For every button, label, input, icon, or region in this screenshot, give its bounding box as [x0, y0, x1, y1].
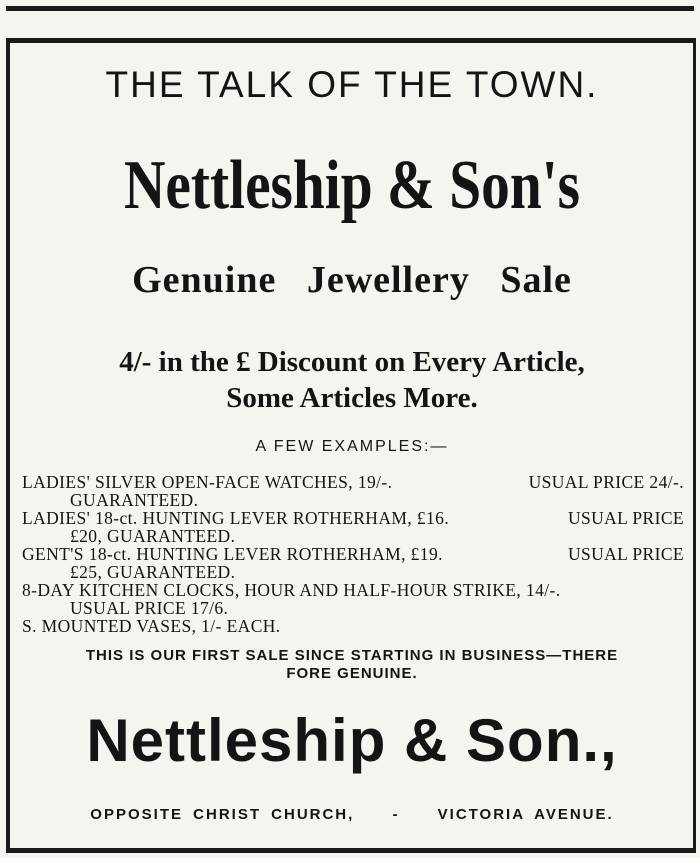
item-continuation: £25, GUARANTEED. — [70, 561, 236, 582]
list-item — [22, 618, 684, 636]
address-separator: - — [392, 806, 400, 823]
list-item — [22, 546, 684, 581]
item-usual-price: USUAL PRICE 24/-. — [528, 472, 684, 492]
firm-name-footer: Nettleship & Son., — [86, 707, 618, 774]
first-sale-line-1: THIS IS OUR FIRST SALE SINCE STARTING IN BUSINESS—THERE — [85, 647, 619, 664]
item-description: 8-DAY KITCHEN CLOCKS, HOUR AND HALF-HOUR STRIKE, 14/-. — [22, 580, 561, 600]
address-left: OPPOSITE CHRIST CHURCH, — [90, 806, 355, 823]
headline: THE TALK OF THE TOWN. — [105, 64, 599, 105]
discount-line-2: Some Articles More. — [226, 382, 478, 414]
discount-line-1: 4/- in the £ Discount on Every Article, — [119, 346, 585, 378]
item-description: LADIES' SILVER OPEN-FACE WATCHES, 19/-. — [22, 472, 393, 492]
first-sale-line-2: FORE GENUINE. — [286, 665, 418, 682]
sale-title: Genuine Jewellery Sale — [132, 259, 572, 301]
examples-list — [22, 474, 684, 637]
item-continuation: GUARANTEED. — [70, 489, 199, 510]
first-sale-notice — [18, 647, 686, 683]
address — [18, 806, 686, 823]
frame-right-rule — [693, 38, 696, 853]
item-usual-price: USUAL PRICE — [567, 508, 684, 528]
examples-heading: A FEW EXAMPLES:— — [255, 438, 449, 455]
item-continuation: £20, GUARANTEED. — [70, 525, 236, 546]
list-item — [22, 474, 684, 509]
item-usual-price: USUAL PRICE — [567, 544, 684, 564]
item-description: GENT'S 18-ct. HUNTING LEVER ROTHERHAM, £19. — [22, 544, 443, 564]
item-description: S. MOUNTED VASES, 1/- EACH. — [22, 616, 281, 636]
address-right: VICTORIA AVENUE. — [437, 806, 614, 823]
discount-notice — [18, 344, 686, 416]
frame-bottom-rule — [6, 848, 694, 853]
item-continuation: USUAL PRICE 17/6. — [70, 597, 229, 618]
list-item — [22, 510, 684, 545]
item-description: LADIES' 18-ct. HUNTING LEVER ROTHERHAM, £16. — [22, 508, 450, 528]
list-item — [22, 582, 684, 617]
top-rule — [6, 6, 694, 11]
advertisement — [18, 40, 686, 848]
frame-left-rule — [6, 38, 10, 853]
firm-name: Nettleship & Son's — [123, 147, 581, 224]
